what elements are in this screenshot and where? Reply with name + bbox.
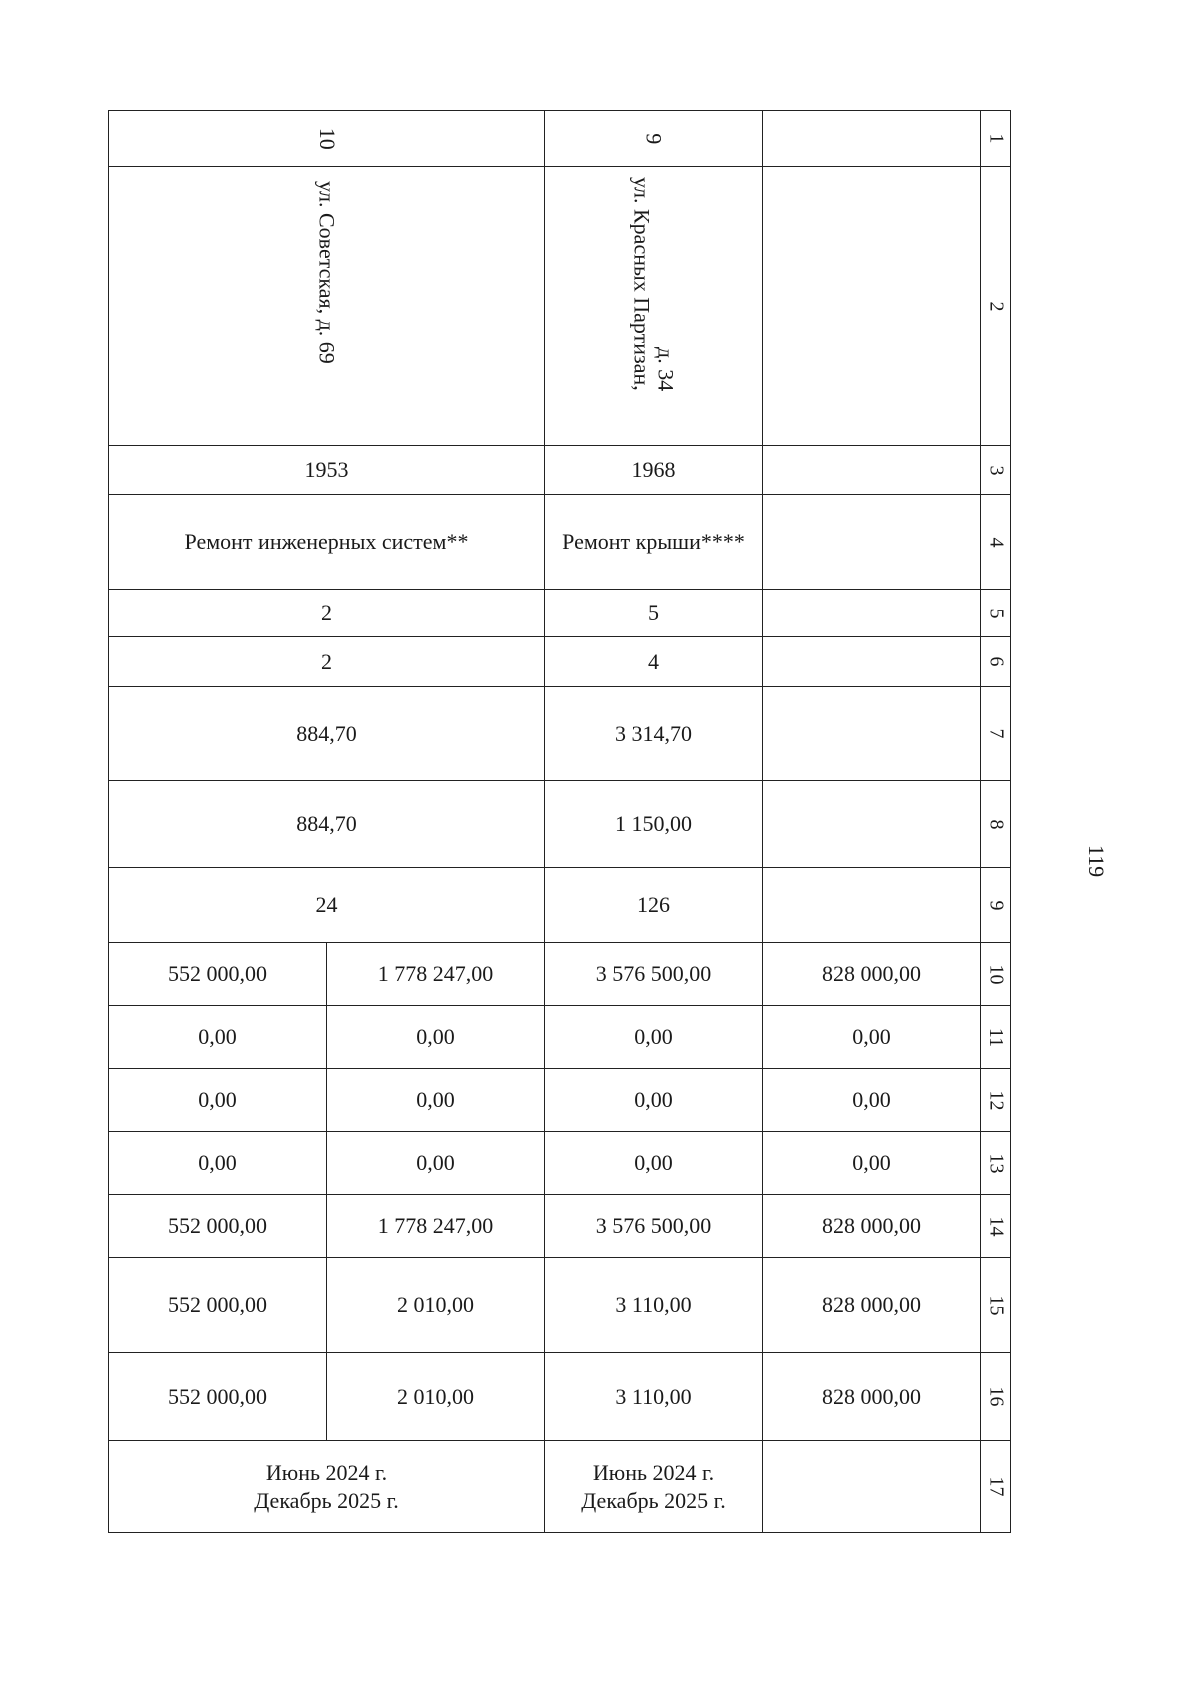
row-number: 15 [981, 1258, 1011, 1353]
cell-col10-r9: 24 [109, 868, 545, 943]
row-number: 5 [981, 590, 1011, 637]
cell-col10-a-r10: 552 000,00 [109, 943, 327, 1006]
cell-col9-r11: 0,00 [545, 1006, 763, 1069]
cell-col9-r8: 1 150,00 [545, 781, 763, 868]
cell-col10-a-r15: 552 000,00 [109, 1258, 327, 1353]
row-number: 11 [981, 1006, 1011, 1069]
cell-col10-b-r12: 0,00 [327, 1069, 545, 1132]
table-row [109, 1353, 1011, 1441]
cell-col9-r14: 3 576 500,00 [545, 1195, 763, 1258]
table-row [109, 637, 1011, 687]
row-number: 6 [981, 637, 1011, 687]
table-row [109, 495, 1011, 590]
cell-col10-b-r14: 1 778 247,00 [327, 1195, 545, 1258]
cell-col9-work-type: Ремонт крыши**** [545, 495, 763, 590]
cell-col10-a-r14: 552 000,00 [109, 1195, 327, 1258]
row-number: 13 [981, 1132, 1011, 1195]
cell-col9-r12: 0,00 [545, 1069, 763, 1132]
col10-period-start: Июнь 2024 г. [265, 1460, 388, 1485]
cell-col10-b-r15: 2 010,00 [327, 1258, 545, 1353]
table-row [109, 687, 1011, 781]
cell-col10-a-r12: 0,00 [109, 1069, 327, 1132]
table-row [109, 1069, 1011, 1132]
cell-right-empty [763, 111, 981, 167]
cell-col10-r8: 884,70 [109, 781, 545, 868]
cell-col9-year: 1968 [545, 446, 763, 495]
table-row [109, 167, 1011, 446]
cell-col9-address [545, 167, 763, 446]
col9-period-start: Июнь 2024 г. [592, 1460, 715, 1485]
cell-right-r14: 828 000,00 [763, 1195, 981, 1258]
table-row [109, 781, 1011, 868]
cell-col10-r5: 2 [109, 590, 545, 637]
cell-col10-work-type: Ремонт инженерных систем** [109, 495, 545, 590]
row-number: 16 [981, 1353, 1011, 1441]
table-row [109, 446, 1011, 495]
cell-col10-a-r16: 552 000,00 [109, 1353, 327, 1441]
cell-col9-number: 9 [545, 111, 763, 167]
cell-col9-r16: 3 110,00 [545, 1353, 763, 1441]
cell-right-empty [763, 1441, 981, 1533]
cell-col9-r10: 3 576 500,00 [545, 943, 763, 1006]
cell-right-r16: 828 000,00 [763, 1353, 981, 1441]
col9-period-end: Декабрь 2025 г. [581, 1487, 726, 1513]
row-number: 9 [981, 868, 1011, 943]
cell-col10-period [109, 1441, 545, 1533]
col10-period-end: Декабрь 2025 г. [254, 1487, 399, 1513]
cell-col10-b-r10: 1 778 247,00 [327, 943, 545, 1006]
table-row [109, 943, 1011, 1006]
table-row [109, 1006, 1011, 1069]
cell-col9-r15: 3 110,00 [545, 1258, 763, 1353]
table-row [109, 1441, 1011, 1533]
cell-right-empty [763, 167, 981, 446]
cell-right-r12: 0,00 [763, 1069, 981, 1132]
cell-col10-r6: 2 [109, 637, 545, 687]
cell-right-empty [763, 687, 981, 781]
cell-col10-r7: 884,70 [109, 687, 545, 781]
table-row [109, 111, 1011, 167]
cell-right-empty [763, 868, 981, 943]
row-number: 7 [981, 687, 1011, 781]
cell-col10-a-r13: 0,00 [109, 1132, 327, 1195]
cell-col10-b-r16: 2 010,00 [327, 1353, 545, 1441]
cell-col10-a-r11: 0,00 [109, 1006, 327, 1069]
page-number: 119 [1084, 844, 1110, 878]
cell-right-empty [763, 446, 981, 495]
cell-right-empty [763, 781, 981, 868]
cell-col9-r5: 5 [545, 590, 763, 637]
cell-right-empty [763, 637, 981, 687]
cell-col10-number: 10 [109, 111, 545, 167]
cell-col9-period [545, 1441, 763, 1533]
row-number: 14 [981, 1195, 1011, 1258]
col9-address-line2: д. 34 [653, 346, 679, 391]
table-row [109, 868, 1011, 943]
cell-col10-address: ул. Советская, д. 69 [109, 167, 545, 446]
cell-col10-year: 1953 [109, 446, 545, 495]
row-number: 3 [981, 446, 1011, 495]
row-number: 10 [981, 943, 1011, 1006]
cell-right-empty [763, 495, 981, 590]
cell-right-r11: 0,00 [763, 1006, 981, 1069]
cell-right-r15: 828 000,00 [763, 1258, 981, 1353]
data-table [108, 110, 1011, 1533]
cell-col10-b-r13: 0,00 [327, 1132, 545, 1195]
table-row [109, 1132, 1011, 1195]
row-number: 17 [981, 1441, 1011, 1533]
cell-col9-r13: 0,00 [545, 1132, 763, 1195]
row-number: 8 [981, 781, 1011, 868]
cell-col9-r6: 4 [545, 637, 763, 687]
table-row [109, 590, 1011, 637]
cell-right-r13: 0,00 [763, 1132, 981, 1195]
row-number: 2 [981, 167, 1011, 446]
cell-col9-r7: 3 314,70 [545, 687, 763, 781]
cell-right-r10: 828 000,00 [763, 943, 981, 1006]
table-row [109, 1258, 1011, 1353]
row-number: 12 [981, 1069, 1011, 1132]
col9-address-line1: ул. Красных Партизан, [629, 177, 655, 391]
row-number: 4 [981, 495, 1011, 590]
cell-right-empty [763, 590, 981, 637]
row-number: 1 [981, 111, 1011, 167]
cell-col9-r9: 126 [545, 868, 763, 943]
cell-col10-b-r11: 0,00 [327, 1006, 545, 1069]
table-row [109, 1195, 1011, 1258]
